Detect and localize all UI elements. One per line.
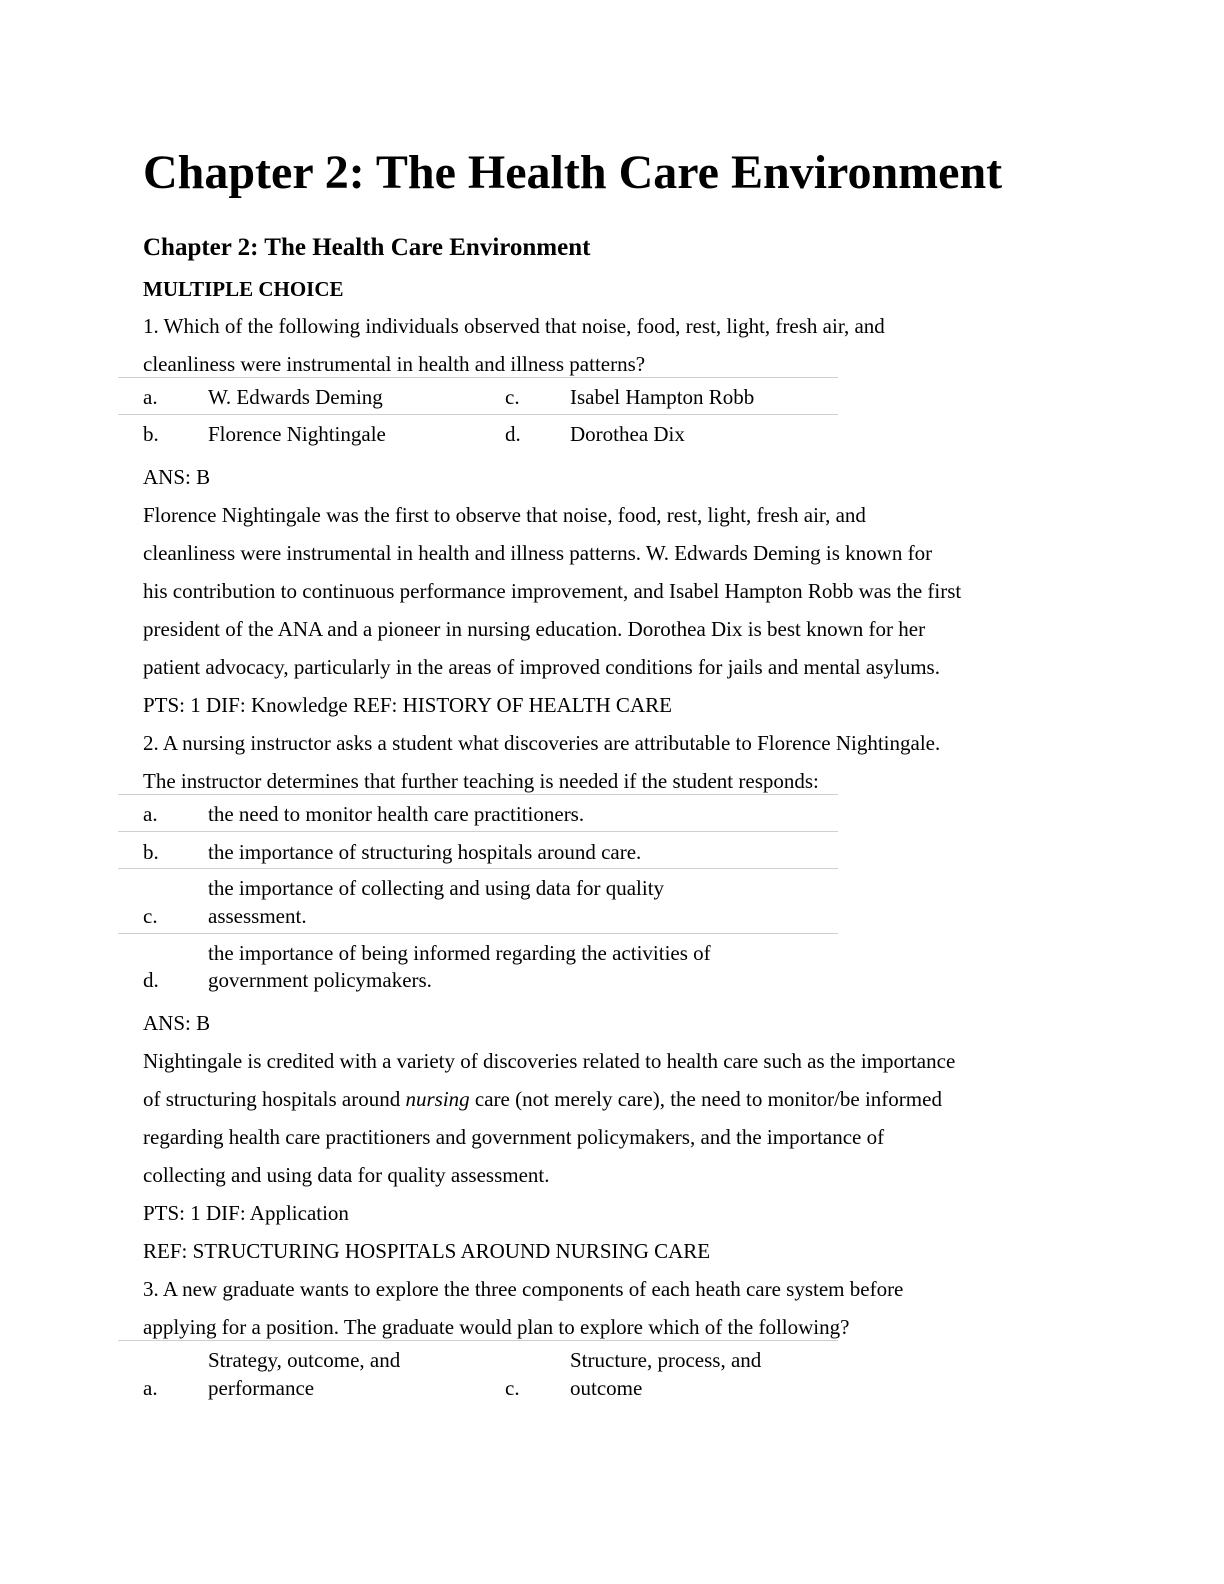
q2-stem-line2: The instructor determines that further teaching is needed if the student responds: <box>143 769 819 793</box>
q2-answer: ANS: B <box>143 1011 211 1035</box>
q1-meta: PTS: 1 DIF: Knowledge REF: HISTORY OF HEALTH CARE <box>143 693 672 717</box>
q3-option-a-letter: a. <box>143 1376 158 1400</box>
q2-table-rule <box>118 794 838 795</box>
q2-rationale-line: Nightingale is credited with a variety of discoveries related to health care such as the importance <box>143 1049 956 1073</box>
q2-option-b-letter: b. <box>143 840 159 864</box>
q1-option-c-letter: c. <box>505 385 520 409</box>
q2-meta: PTS: 1 DIF: Application <box>143 1201 349 1225</box>
q3-option-c-text-line2: outcome <box>570 1376 643 1400</box>
q3-stem-line1: 3. A new graduate wants to explore the three components of each heath care system before <box>143 1277 904 1301</box>
q1-option-d-text: Dorothea Dix <box>570 422 685 446</box>
q2-rationale-line: regarding health care practitioners and government policymakers, and the importance of <box>143 1125 885 1149</box>
q3-stem-line2: applying for a position. The graduate would plan to explore which of the following? <box>143 1315 850 1339</box>
q1-table-rule <box>118 377 838 378</box>
q2-rationale-text: care (not merely care), the need to monitor/be informed <box>469 1087 942 1111</box>
q1-rationale-line: cleanliness were instrumental in health and illness patterns. W. Edwards Deming is known for <box>143 541 933 565</box>
q1-option-c-text: Isabel Hampton Robb <box>570 385 755 409</box>
chapter-subtitle: Chapter 2: The Health Care Environment <box>143 234 591 261</box>
q2-rationale-line: collecting and using data for quality assessment. <box>143 1163 550 1187</box>
q2-option-b-text: the importance of structuring hospitals around care. <box>208 840 642 864</box>
q2-option-c-letter: c. <box>143 904 158 928</box>
q1-rationale-line: his contribution to continuous performance improvement, and Isabel Hampton Robb was the first <box>143 579 962 603</box>
q2-table-rule <box>118 868 838 869</box>
q2-option-a-letter: a. <box>143 802 158 826</box>
section-heading: MULTIPLE CHOICE <box>143 277 344 301</box>
q2-rationale-line <box>143 1086 942 1112</box>
q2-option-d-letter: d. <box>143 968 159 992</box>
q1-table-rule <box>118 414 838 415</box>
chapter-title: Chapter 2: The Health Care Environment <box>143 146 1003 199</box>
q2-table-rule <box>118 831 838 832</box>
q3-table-rule <box>118 1340 838 1341</box>
q1-rationale-line: Florence Nightingale was the first to observe that noise, food, rest, light, fresh air, and <box>143 503 866 527</box>
q2-ref: REF: STRUCTURING HOSPITALS AROUND NURSING CARE <box>143 1239 711 1263</box>
q3-option-c-letter: c. <box>505 1376 520 1400</box>
q3-option-c-text-line1: Structure, process, and <box>570 1348 762 1372</box>
q1-option-b-letter: b. <box>143 422 159 446</box>
q2-table-rule <box>118 933 838 934</box>
q3-option-a-text-line2: performance <box>208 1376 315 1400</box>
q2-option-d-text-line1: the importance of being informed regarding the activities of <box>208 941 711 965</box>
q1-option-b-text: Florence Nightingale <box>208 422 386 446</box>
q1-rationale-line: president of the ANA and a pioneer in nursing education. Dorothea Dix is best known for her <box>143 617 926 641</box>
q2-rationale-italic: nursing <box>405 1087 470 1111</box>
q2-option-d-text-line2: government policymakers. <box>208 968 432 992</box>
q2-option-c-text-line1: the importance of collecting and using data for quality <box>208 876 665 900</box>
q2-option-a-text: the need to monitor health care practitioners. <box>208 802 585 826</box>
q1-stem-line1: 1. Which of the following individuals observed that noise, food, rest, light, fresh air, and <box>143 314 885 338</box>
q1-option-a-text: W. Edwards Deming <box>208 385 383 409</box>
q2-option-c-text-line2: assessment. <box>208 904 307 928</box>
q3-option-a-text-line1: Strategy, outcome, and <box>208 1348 401 1372</box>
q1-answer: ANS: B <box>143 465 211 489</box>
q1-option-d-letter: d. <box>505 422 521 446</box>
q2-stem-line1: 2. A nursing instructor asks a student what discoveries are attributable to Florence Nightingale. <box>143 731 941 755</box>
q1-stem-line2: cleanliness were instrumental in health and illness patterns? <box>143 352 646 376</box>
q2-rationale-text: of structuring hospitals around <box>143 1087 406 1111</box>
q1-option-a-letter: a. <box>143 385 158 409</box>
q1-rationale-line: patient advocacy, particularly in the areas of improved conditions for jails and mental asylums. <box>143 655 940 679</box>
